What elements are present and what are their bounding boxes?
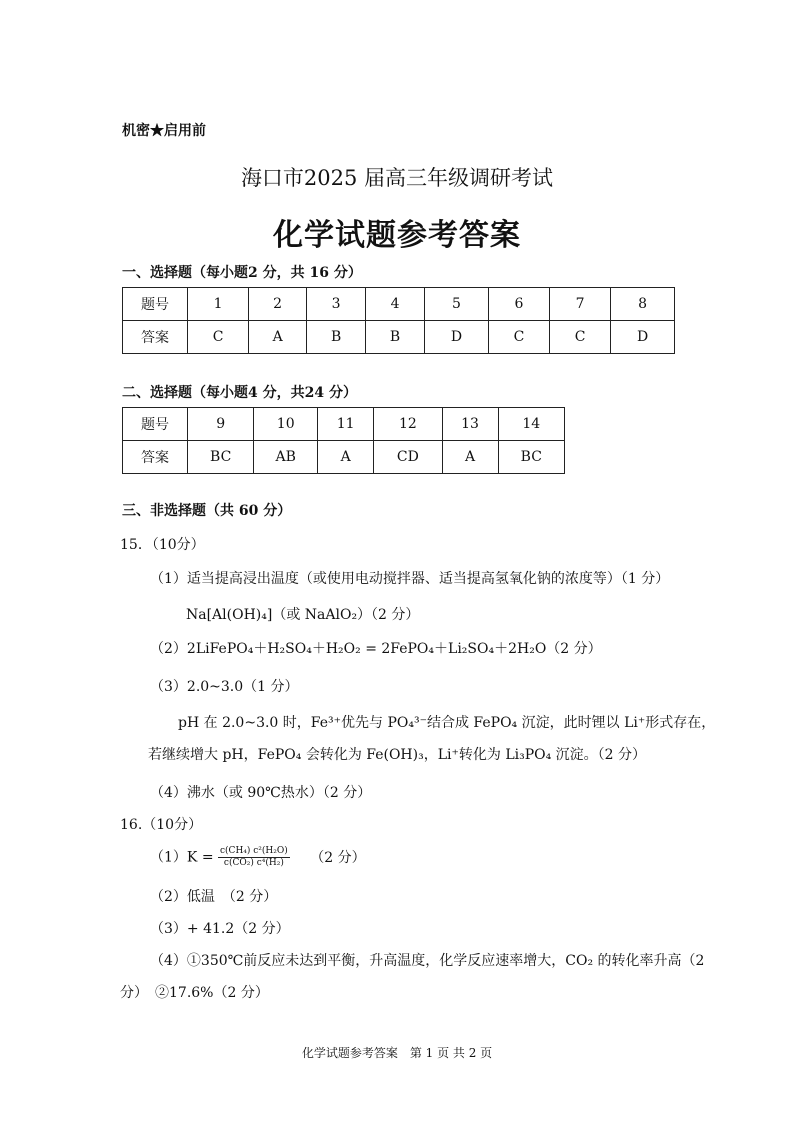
table-cell: C — [549, 321, 610, 354]
table-cell: 14 — [498, 408, 564, 441]
q15-answer-3b: pH 在 2.0~3.0 时，Fe³⁺优先与 PO₄³⁻结合成 FePO₄ 沉淀，此时锂以 Li⁺形式存在， — [178, 715, 716, 731]
table-cell: A — [249, 321, 307, 354]
q15-answer-4: （4）沸水（或 90℃热水）（2 分） — [150, 785, 372, 801]
table-cell: 12 — [374, 408, 442, 441]
table-cell: D — [425, 321, 489, 354]
table-cell: BC — [498, 441, 564, 474]
table-cell: B — [366, 321, 425, 354]
row-label: 答案 — [123, 321, 188, 354]
section-2-heading: 二、选择题（每小题4 分，共24 分） — [122, 385, 357, 401]
row-label: 题号 — [123, 288, 188, 321]
row-label: 题号 — [123, 408, 188, 441]
table-cell: 4 — [366, 288, 425, 321]
table-cell: C — [188, 321, 249, 354]
q15-answer-3: （3）2.0~3.0（1 分） — [150, 679, 299, 695]
page-footer: 化学试题参考答案 第 1 页 共 2 页 — [301, 1046, 493, 1060]
table-cell: 6 — [488, 288, 549, 321]
section-1-heading: 一、选择题（每小题2 分，共 16 分） — [122, 265, 362, 281]
table-cell: A — [318, 441, 374, 474]
q15-answer-3c: 若继续增大 pH，FePO₄ 会转化为 Fe(OH)₃，Li⁺转化为 Li₃PO₄ 沉淀。（2 分） — [148, 747, 647, 763]
question-15-title: 15．（10分） — [120, 537, 205, 553]
q16-answer-1 — [150, 846, 366, 869]
table-row — [123, 321, 675, 354]
table-cell: 7 — [549, 288, 610, 321]
q16-formula-prefix: （1）K = — [150, 849, 214, 866]
table-cell: B — [307, 321, 366, 354]
q16-answer-3: （3）+ 41.2（2 分） — [150, 921, 290, 937]
table-row — [123, 441, 565, 474]
exam-title: 海口市2025 届高三年级调研考试 — [240, 166, 554, 190]
q15-answer-1b: Na[Al(OH)₄]（或 NaAlO₂）（2 分） — [186, 607, 420, 623]
q16-score: （2 分） — [310, 849, 366, 866]
answer-table-2 — [122, 407, 565, 474]
table-cell: AB — [254, 441, 318, 474]
page-title: 化学试题参考答案 — [273, 218, 521, 253]
table-cell: A — [442, 441, 498, 474]
q15-answer-2: （2）2LiFePO₄＋H₂SO₄＋H₂O₂ = 2FePO₄＋Li₂SO₄＋2H₂O（2 分） — [150, 641, 602, 657]
section-3-heading: 三、非选择题（共 60 分） — [122, 503, 292, 519]
q15-answer-1: （1）适当提高浸出温度（或使用电动搅拌器、适当提高氢氧化钠的浓度等）（1 分） — [150, 571, 670, 587]
table-cell: BC — [188, 441, 254, 474]
answer-table-1 — [122, 287, 675, 354]
confidential-label: 机密★启用前 — [122, 123, 206, 139]
table-cell: C — [488, 321, 549, 354]
table-cell: 13 — [442, 408, 498, 441]
table-cell: 10 — [254, 408, 318, 441]
table-cell: CD — [374, 441, 442, 474]
table-cell: 2 — [249, 288, 307, 321]
table-row — [123, 288, 675, 321]
table-cell: 5 — [425, 288, 489, 321]
table-cell: 8 — [611, 288, 675, 321]
q16-answer-4b: 分） ②17.6%（2 分） — [120, 985, 269, 1001]
fraction-denominator: c(CO₂) c⁴(H₂) — [223, 858, 284, 868]
table-cell: 11 — [318, 408, 374, 441]
question-16-title: 16.（10分） — [120, 817, 203, 833]
table-cell: 3 — [307, 288, 366, 321]
equilibrium-constant-fraction — [218, 846, 290, 869]
row-label: 答案 — [123, 441, 188, 474]
table-cell: D — [611, 321, 675, 354]
fraction-numerator: c(CH₄) c²(H₂O) — [220, 846, 288, 856]
q16-answer-4: （4）①350℃前反应未达到平衡，升高温度，化学反应速率增大，CO₂ 的转化率升高（2 — [150, 953, 705, 969]
table-row — [123, 408, 565, 441]
q16-answer-2: （2）低温 （2 分） — [150, 889, 278, 905]
table-cell: 1 — [188, 288, 249, 321]
table-cell: 9 — [188, 408, 254, 441]
